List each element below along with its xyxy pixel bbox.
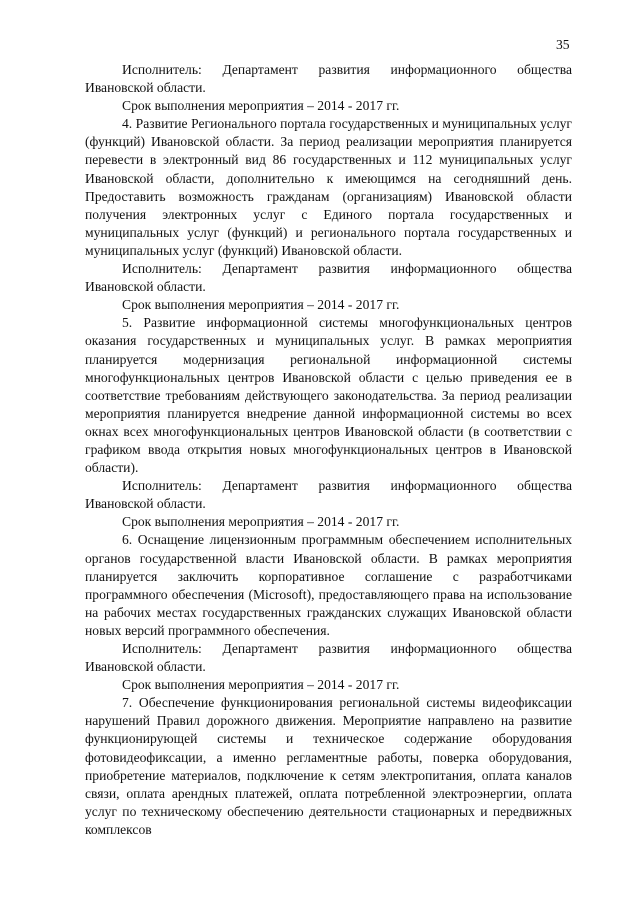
- paragraph-deadline-3: Срок выполнения мероприятия – 2014 - 2017 гг.: [122, 514, 400, 530]
- paragraph-deadline-4: Срок выполнения мероприятия – 2014 - 2017 гг.: [122, 677, 400, 693]
- paragraph-executor-1: Исполнитель: Департамент развития информационного общества Ивановской области.: [85, 62, 572, 96]
- paragraph-executor-3: Исполнитель: Департамент развития информационного общества Ивановской области.: [85, 478, 572, 512]
- paragraph-item-4-regional-portal: 4. Развитие Регионального портала государственных и муниципальных услуг (функций) Ивановской области. За период реализации мероприятия планируется перевести в электронный вид 86 государственных и 112 муниципальных услуг Ивановской области, дополнительно к имеющимся на сегодняшний день. Предоставить возможность гражданам (организациям) Ивановской области получения электронных услуг с Единого портала государственных и муниципальных услуг (функций) и регионального портала государственных и муниципальных услуг (функций) Ивановской области.: [85, 116, 572, 258]
- paragraph-item-7-video-recording: 7. Обеспечение функционирования региональной системы видеофиксации нарушений Правил дорожного движения. Мероприятие направлено на развитие функционирующей системы и техническое содержание оборудования фотовидеофиксации, а именно регламентные работы, поверка оборудования, приобретение материалов, подключение к сетям электропитания, оплата каналов связи, оплата арендных платежей, оплата потребленной электроэнергии, оплата услуг по техническому обеспечению деятельности стационарных и передвижных комплексов: [85, 695, 572, 837]
- paragraph-deadline-2: Срок выполнения мероприятия – 2014 - 2017 гг.: [122, 297, 400, 313]
- document-body: [85, 61, 572, 839]
- paragraph-executor-4: Исполнитель: Департамент развития информационного общества Ивановской области.: [85, 641, 572, 675]
- paragraph-executor-2: Исполнитель: Департамент развития информационного общества Ивановской области.: [85, 261, 572, 295]
- paragraph-item-6-licensed-software: 6. Оснащение лицензионным программным обеспечением исполнительных органов государственной власти Ивановской области. В рамках мероприятия планируется заключить корпоративное соглашение с разработчиками программного обеспечения (Microsoft), предоставляющего права на использование на рабочих местах государственных гражданских служащих Ивановской области новых версий программного обеспечения.: [85, 532, 572, 638]
- paragraph-item-5-mfc-system: 5. Развитие информационной системы многофункциональных центров оказания государственных и муниципальных услуг. В рамках мероприятия планируется модернизация региональной информационной системы многофункциональных центров Ивановской области с целью приведения ее в соответствие требованиям действующего законодательства. За период реализации мероприятия планируется внедрение данной информационной системы во всех окнах всех многофункциональных центров Ивановской области (в соответствии с графиком ввода открытия новых многофункциональных центров в Ивановской области).: [85, 315, 572, 476]
- paragraph-deadline-1: Срок выполнения мероприятия – 2014 - 2017 гг.: [122, 98, 400, 114]
- page-number: 35: [556, 37, 570, 52]
